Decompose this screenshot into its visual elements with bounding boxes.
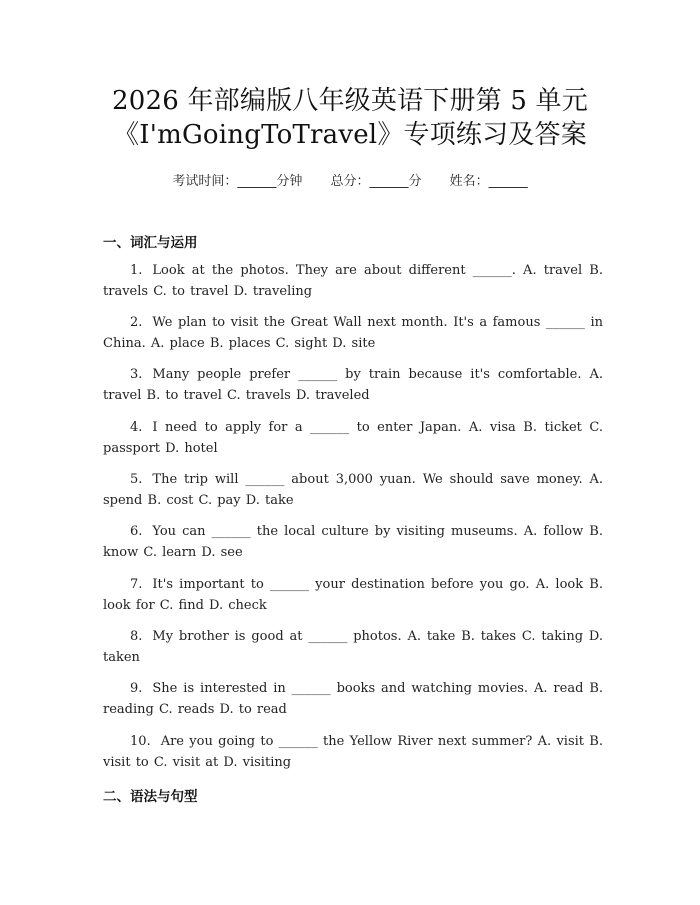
question-number: 2. (130, 315, 143, 330)
question-item (103, 521, 603, 563)
question-item (103, 364, 603, 406)
question-text: The trip will ______ about 3,000 yuan. We should save money. A. spend B. cost C. pay D. take (103, 472, 603, 508)
question-number: 6. (130, 524, 143, 539)
question-number: 1. (130, 263, 143, 278)
question-text: It's important to ______ your destination before you go. A. look B. look for C. find D. check (103, 577, 603, 613)
question-number: 3. (130, 367, 143, 382)
question-item (103, 626, 603, 668)
question-item (103, 312, 603, 354)
question-number: 7. (130, 577, 143, 592)
question-item (103, 260, 603, 302)
exam-name: 姓名：______ (449, 174, 528, 189)
question-number: 9. (130, 681, 143, 696)
section-heading-vocabulary: 一、词汇与运用 (103, 235, 198, 251)
question-text: I need to apply for a ______ to enter Japan. A. visa B. ticket C. passport D. hotel (103, 420, 603, 456)
exam-meta (0, 170, 700, 189)
exam-score: 总分：______分 (330, 174, 422, 189)
question-item (103, 731, 603, 773)
section-heading-grammar: 二、语法与句型 (103, 789, 198, 805)
question-text: We plan to visit the Great Wall next month. It's a famous ______ in China. A. place B. places C. sight D. site (103, 315, 603, 351)
document-title-line-1: 2026 年部编版八年级英语下册第 5 单元 (112, 86, 588, 116)
question-number: 10. (130, 734, 151, 749)
question-number: 5. (130, 472, 143, 487)
question-text: Many people prefer ______ by train because it's comfortable. A. travel B. to travel C. travels D. traveled (103, 367, 603, 403)
question-text: Look at the photos. They are about different ______. A. travel B. travels C. to travel D. traveling (103, 263, 603, 299)
question-number: 8. (130, 629, 143, 644)
question-item (103, 469, 603, 511)
question-text: My brother is good at ______ photos. A. take B. takes C. taking D. taken (103, 629, 603, 665)
question-text: Are you going to ______ the Yellow River next summer? A. visit B. visit to C. visit at D. visiting (103, 734, 603, 770)
document-title-line-2: 《I'mGoingToTravel》专项练习及答案 (113, 120, 587, 150)
question-item (103, 678, 603, 720)
question-item (103, 574, 603, 616)
question-text: You can ______ the local culture by visiting museums. A. follow B. know C. learn D. see (103, 524, 603, 560)
question-number: 4. (130, 420, 143, 435)
question-item (103, 417, 603, 459)
exam-time: 考试时间：______分钟 (172, 174, 303, 189)
question-text: She is interested in ______ books and watching movies. A. read B. reading C. reads D. to read (103, 681, 603, 717)
